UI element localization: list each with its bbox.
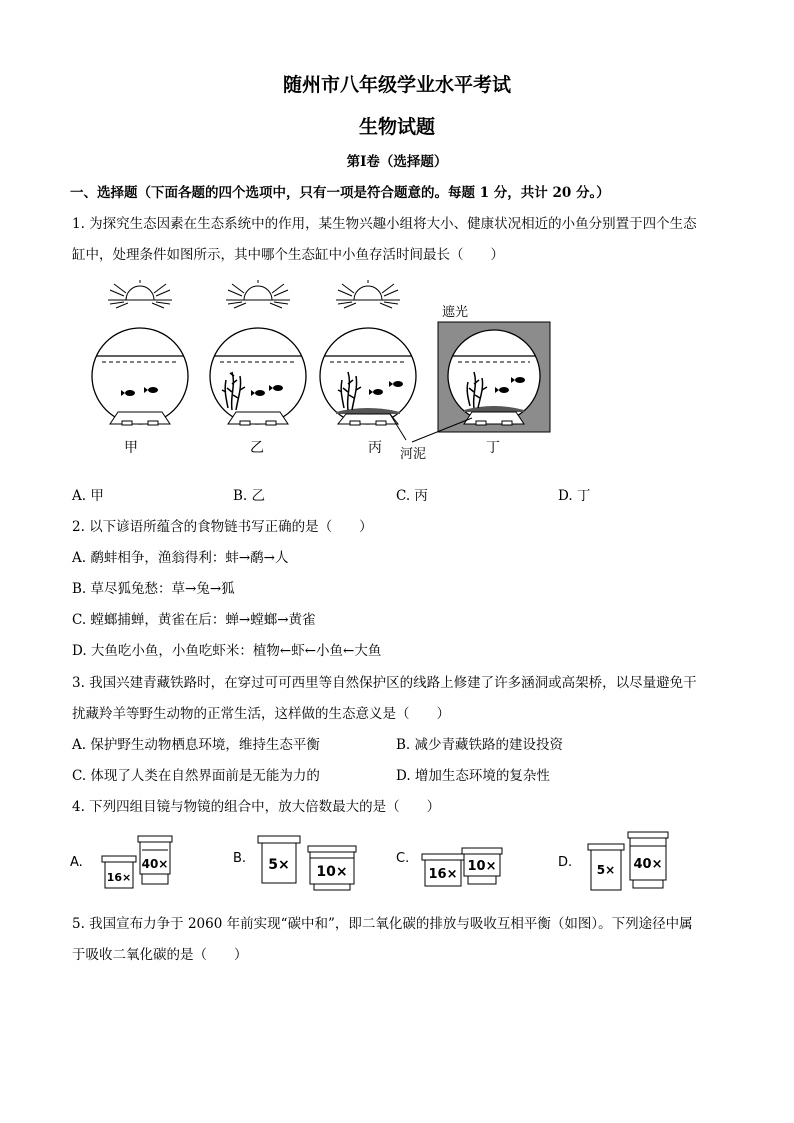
- q1-option-a[interactable]: A. 甲: [72, 488, 104, 504]
- q4-d-eyepiece: 5×: [596, 863, 616, 877]
- q3-option-d[interactable]: D. 增加生态环境的复杂性: [396, 768, 550, 784]
- tank-label-bing: 丙: [368, 440, 382, 456]
- q5-stem-line1: 5. 我国宣布力争于 2060 年前实现“碳中和”，即二氧化碳的排放与吸收互相平衡（如图）。下列途径中属: [72, 916, 693, 932]
- q3-stem-line2: 扰藏羚羊等野生动物的正常生活，这样做的生态意义是（ ）: [72, 706, 450, 722]
- tank-label-ding: 丁: [486, 440, 500, 456]
- q4-letter-d[interactable]: D.: [558, 855, 573, 870]
- sun-icon: [108, 280, 172, 308]
- objective-icon: [138, 836, 172, 884]
- q4-lens-options: [70, 828, 690, 896]
- eyepiece-icon: [422, 854, 464, 886]
- exam-subtitle: 生物试题: [358, 116, 435, 138]
- q4-d-objective: 40×: [633, 857, 663, 872]
- q2-stem: 2. 以下谚语所蕴含的食物链书写正确的是（ ）: [72, 519, 373, 535]
- q4-letter-a[interactable]: A.: [70, 855, 83, 870]
- objective-icon: [628, 832, 668, 888]
- q2-option-a[interactable]: A. 鹬蚌相争，渔翁得利：蚌→鹬→人: [72, 550, 289, 566]
- q3-option-b[interactable]: B. 减少青藏铁路的建设投资: [396, 737, 564, 753]
- eyepiece-icon: [102, 856, 136, 888]
- q1-stem-line2: 缸中，处理条件如图所示，其中哪个生态缸中小鱼存活时间最长（ ）: [72, 247, 504, 263]
- q1-option-c[interactable]: C. 丙: [396, 488, 428, 504]
- q4-a-objective: 40×: [141, 857, 169, 871]
- q4-b-eyepiece: 5×: [268, 857, 290, 873]
- q1-stem-line1: 1. 为探究生态因素在生态系统中的作用，某生物兴趣小组将大小、健康状况相近的小鱼分别置于四个生态: [72, 216, 697, 232]
- q2-option-c[interactable]: C. 螳螂捕蝉，黄雀在后：蝉→螳螂→黄雀: [72, 612, 316, 628]
- fish-tank-yi: [210, 328, 306, 425]
- q4-a-eyepiece: 16×: [106, 871, 132, 884]
- exam-title: 随州市八年级学业水平考试: [282, 74, 511, 96]
- objective-icon: [462, 848, 502, 884]
- shade-label: 遮光: [442, 305, 469, 320]
- section-heading: 一、选择题（下面各题的四个选项中，只有一项是符合题意的。每题 1 分，共计 20 分。）: [70, 185, 610, 201]
- sun-icon: [336, 280, 400, 308]
- q2-option-d[interactable]: D. 大鱼吃小鱼，小鱼吃虾米：植物←虾←小鱼←大鱼: [72, 643, 382, 659]
- mud-label: 河泥: [400, 447, 427, 462]
- part-title: 第Ⅰ卷（选择题）: [346, 154, 448, 170]
- q4-b-objective: 10×: [316, 864, 348, 880]
- q1-figure-ecological-tanks: [80, 280, 560, 465]
- tank-label-jia: 甲: [124, 440, 138, 456]
- q1-option-d[interactable]: D. 丁: [558, 488, 591, 504]
- eyepiece-icon: [258, 836, 300, 883]
- q4-letter-b[interactable]: B.: [233, 851, 247, 866]
- q4-c-objective: 10×: [467, 859, 497, 874]
- q4-stem: 4. 下列四组目镜与物镜的组合中，放大倍数最大的是（ ）: [72, 799, 441, 815]
- sun-icon: [226, 280, 290, 308]
- q4-c-eyepiece: 16×: [428, 867, 458, 882]
- q5-stem-line2: 于吸收二氧化碳的是（ ）: [72, 947, 248, 963]
- fish-tank-bing: [320, 328, 416, 425]
- eyepiece-icon: [588, 844, 624, 890]
- q3-stem-line1: 3. 我国兴建青藏铁路时，在穿过可可西里等自然保护区的线路上修建了许多涵洞或高架桥，以尽量避免干: [72, 675, 697, 691]
- objective-icon: [308, 846, 356, 890]
- fish-tank-jia: [92, 328, 188, 425]
- q3-option-a[interactable]: A. 保护野生动物栖息环境，维持生态平衡: [72, 737, 320, 753]
- q1-option-b[interactable]: B. 乙: [233, 488, 266, 504]
- tank-label-yi: 乙: [250, 440, 264, 456]
- q4-letter-c[interactable]: C.: [396, 851, 410, 866]
- q2-option-b[interactable]: B. 草尽狐兔愁：草→兔→狐: [72, 581, 235, 597]
- q3-option-c[interactable]: C. 体现了人类在自然界面前是无能为力的: [72, 768, 320, 784]
